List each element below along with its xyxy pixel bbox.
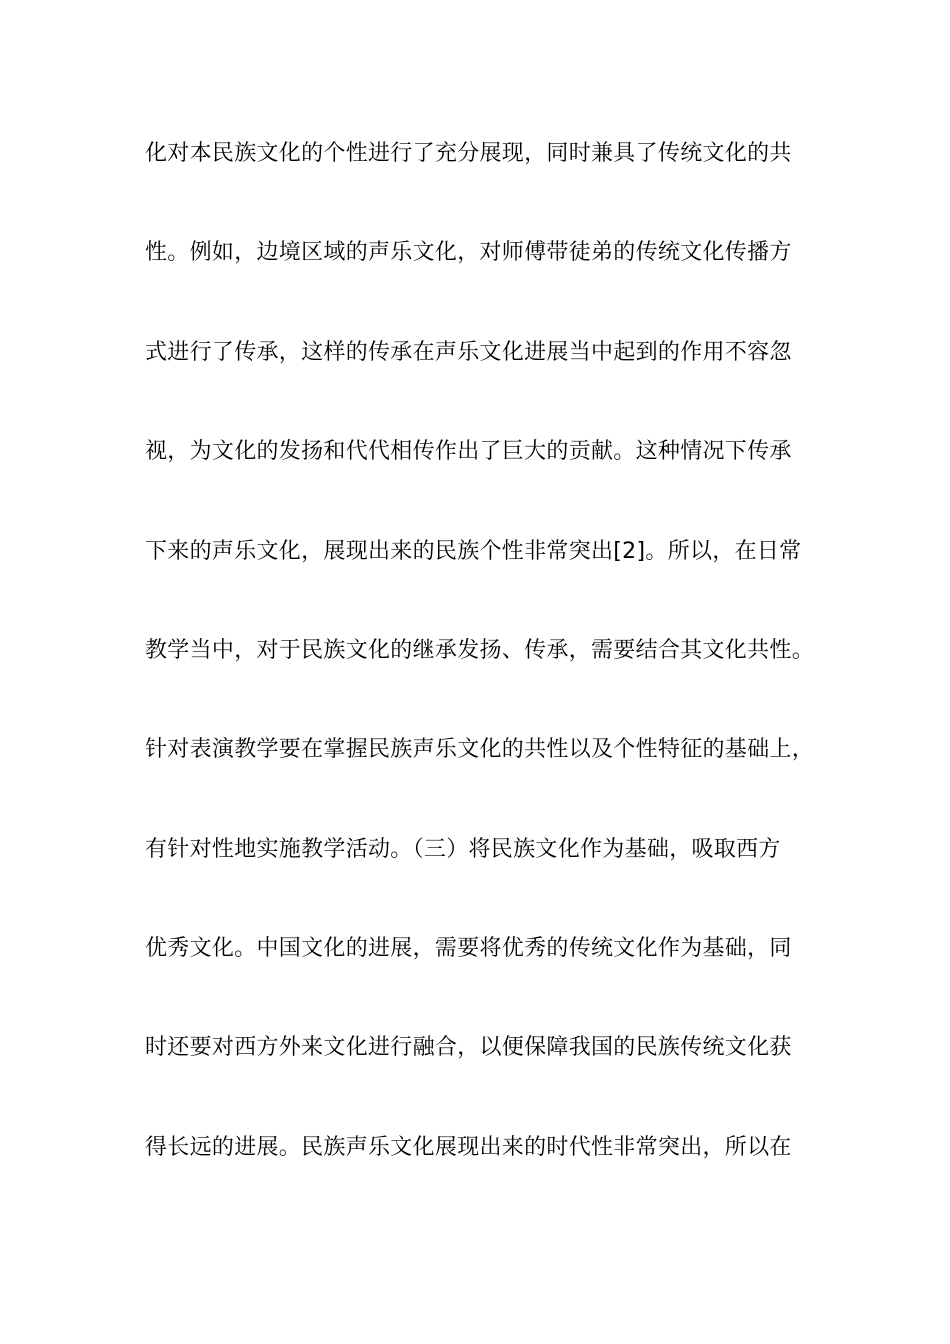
body-text [145,129,835,1222]
text-line: 时还要对西方外来文化进行融合，以便保障我国的民族传统文化获 [145,1035,792,1061]
text-line: 下来的声乐文化，展现出来的民族个性非常突出[2]。所以，在日常 [145,538,802,564]
text-line: 教学当中，对于民族文化的继承发扬、传承，需要结合其文化共性。 [145,637,815,663]
text-line: 优秀文化。中国文化的进展，需要将优秀的传统文化作为基础，同 [145,936,792,961]
text-line: 视，为文化的发扬和代代相传作出了巨大的贡献。这种情况下传承 [145,439,792,465]
text-line: 式进行了传承，这样的传承在声乐文化进展当中起到的作用不容忽 [145,339,792,365]
text-line: 化对本民族文化的个性进行了充分展现，同时兼具了传统文化的共 [145,141,792,166]
text-line: 得长远的进展。民族声乐文化展现出来的时代性非常突出，所以在 [145,1134,792,1160]
text-line: 性。例如，边境区域的声乐文化，对师傅带徒弟的传统文化传播方 [145,240,792,266]
text-line: 针对表演教学要在掌握民族声乐文化的共性以及个性特征的基础上， [145,737,815,763]
text-line: 有针对性地实施教学活动。（三）将民族文化作为基础，吸取西方 [145,836,781,862]
